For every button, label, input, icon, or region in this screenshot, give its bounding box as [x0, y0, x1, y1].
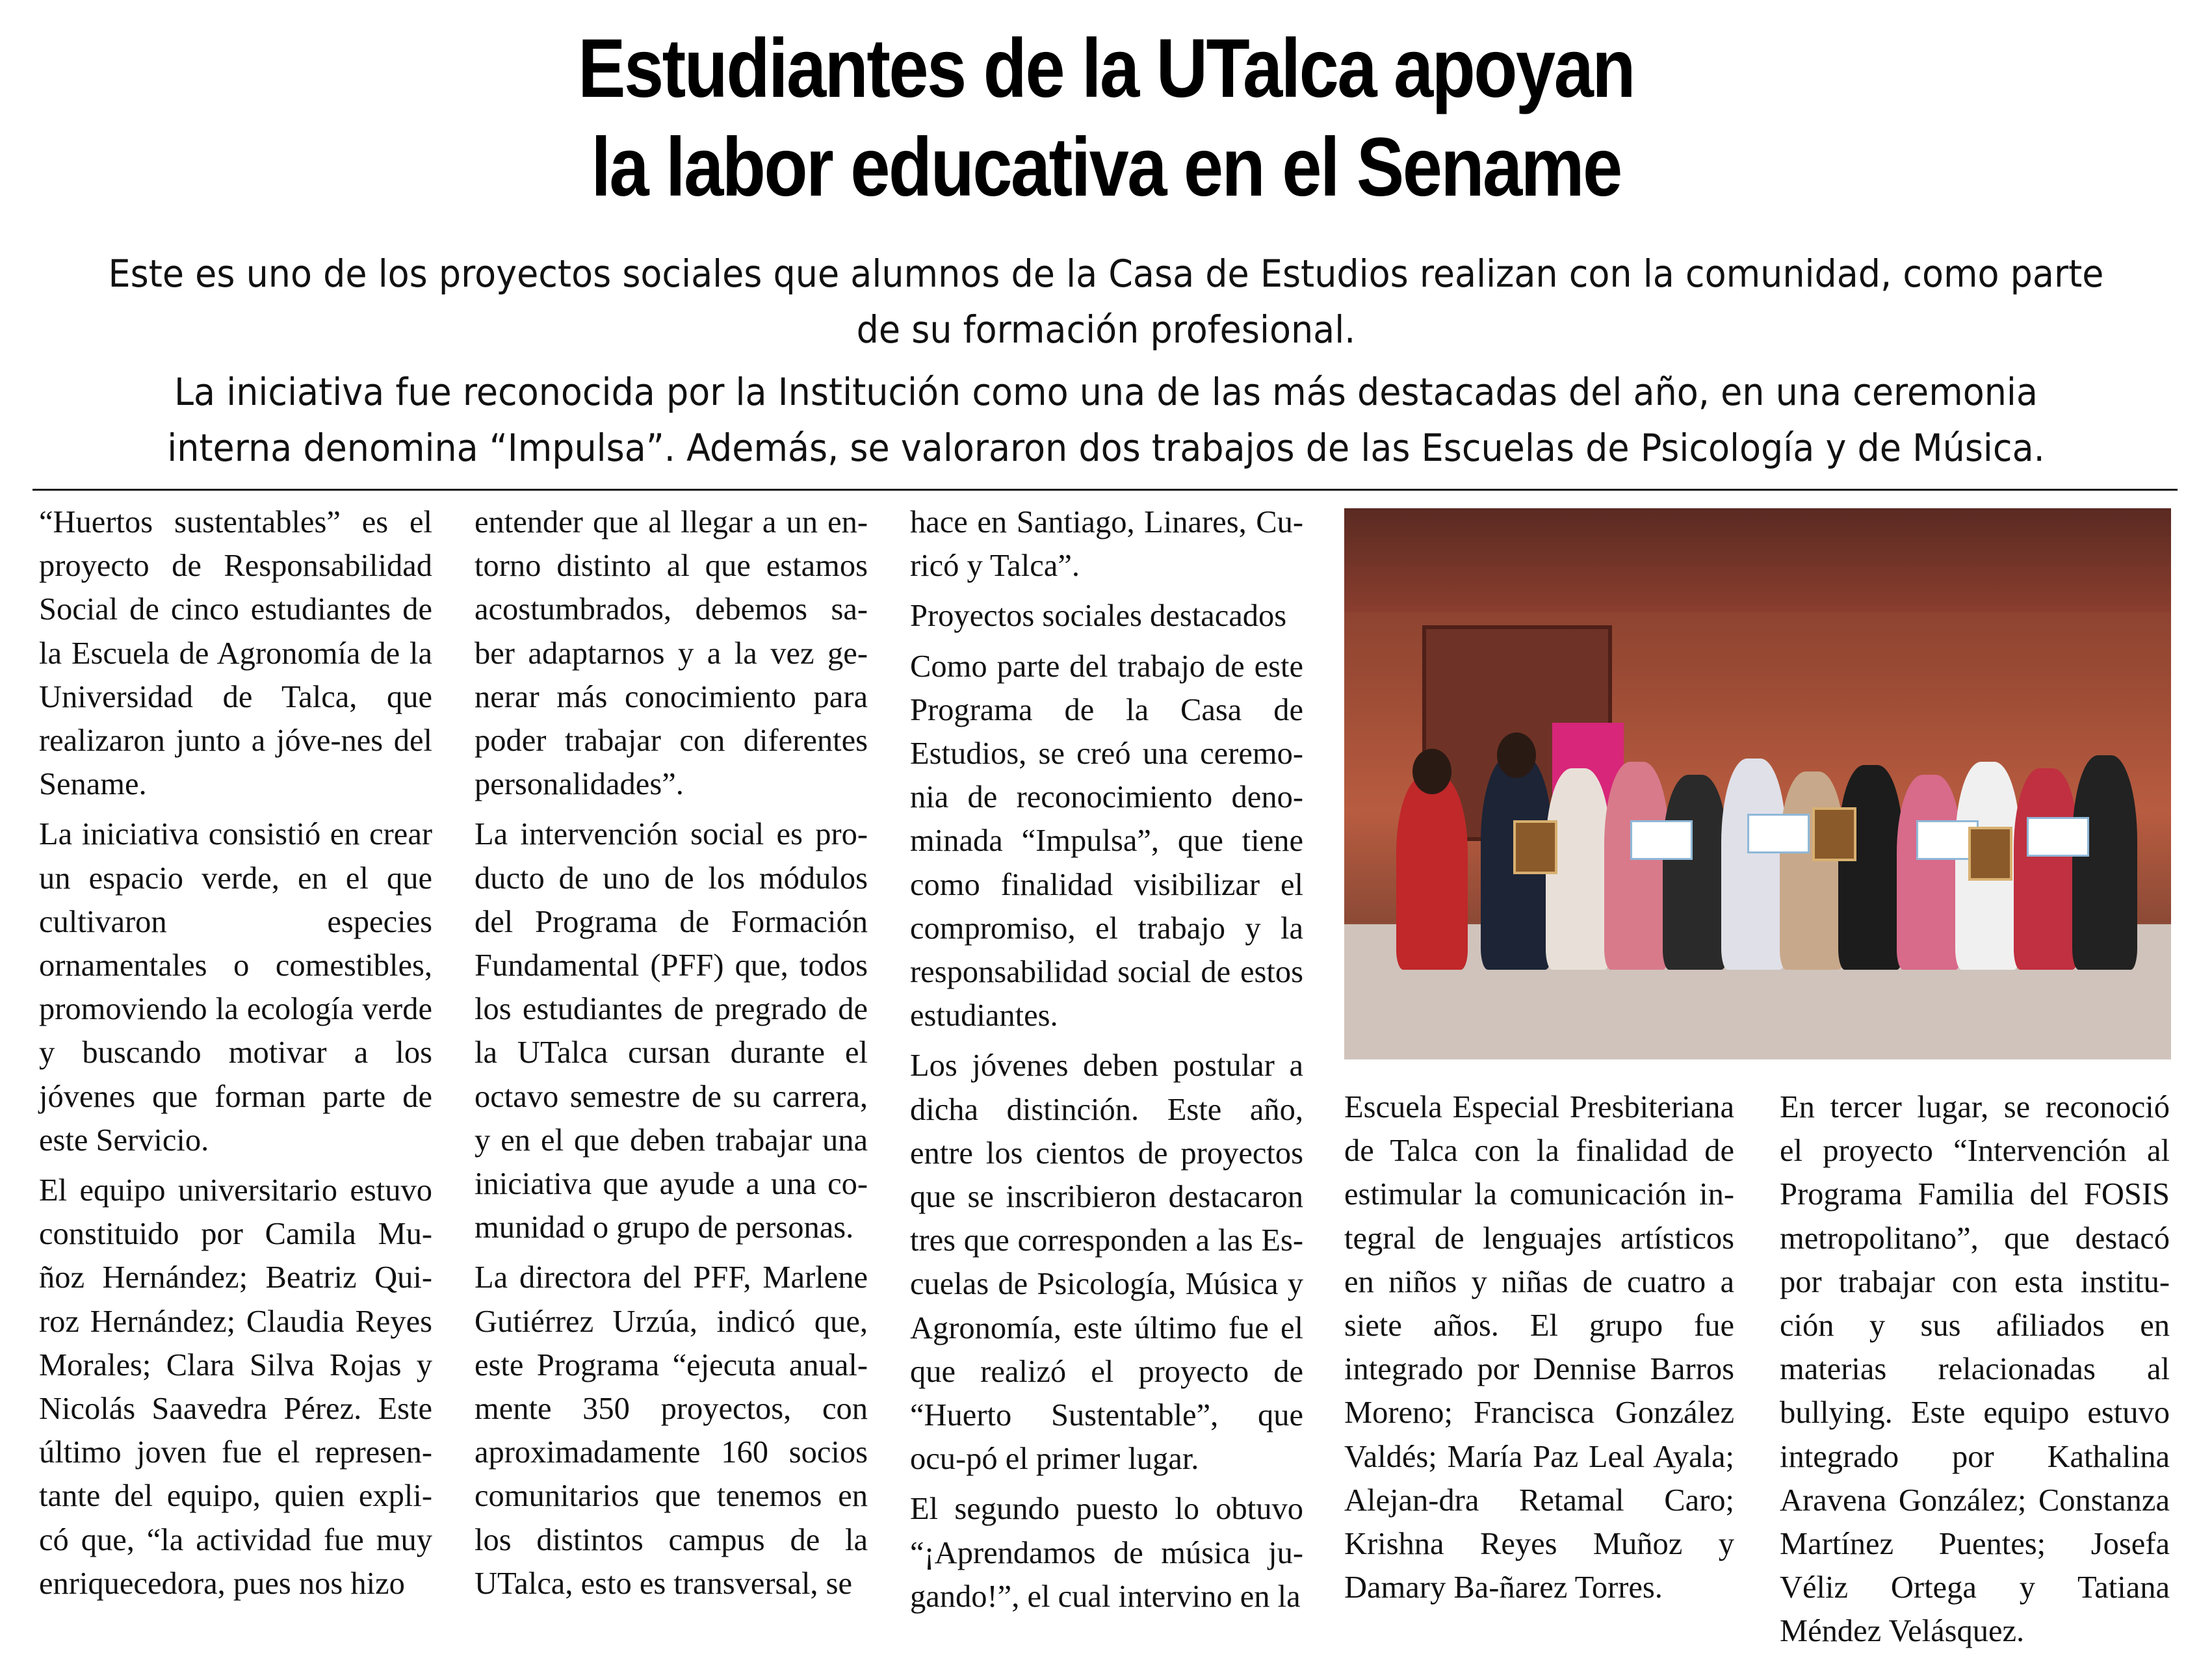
headline: [155, 19, 2057, 217]
body-paragraph: El segundo puesto lo obtuvo “¡Aprendamos de música ju-gando!”, el cual intervino en la: [910, 1492, 1303, 1614]
headline-line-2: la labor educativa en el Sename: [591, 121, 1621, 214]
body-column-1: [39, 500, 432, 1612]
body-paragraph: “Huertos sustentables” es el proyecto de Responsabilidad Social de cinco estudiantes de la Escuela de Agronomía de la Universidad de Talca, que realizaron junto a jóve-nes del Sename.: [39, 505, 432, 802]
person-figure: [1396, 775, 1468, 970]
body-paragraph: La intervención social es pro-ducto de uno de los módulos del Programa de Formación Fundamental (PFF) que, todos los estudiantes de pregrado de la UTalca cursan durante el octavo semestre de su carrera, y en el que deben trabajar una iniciativa que ayude a una co-munidad o grupo de personas.: [475, 817, 868, 1245]
section-divider: [33, 489, 2178, 491]
headline-line-1: Estudiantes de la UTalca apoyan: [578, 22, 1634, 115]
body-column-3: [910, 500, 1303, 1625]
photo-crowd: [1383, 723, 2137, 970]
diploma: [1630, 820, 1693, 860]
body-paragraph: En tercer lugar, se reconoció el proyecto “Intervención al Programa Familia del FOSIS metropolitano”, que destacó por trabajar con esta institu-ción y sus afiliados en materias relacionadas al bullying. Este equipo estuvo integrado por Kathalina Aravena González; Constanza Martínez Puentes; Josefa Véliz Ortega y Tatiana Méndez Velásquez.: [1780, 1090, 2170, 1649]
person-head: [1497, 733, 1536, 778]
body-column-2: [475, 500, 868, 1612]
body-paragraph: El equipo universitario estuvo constituido por Camila Mu-ñoz Hernández; Beatriz Qui-roz Hernández; Claudia Reyes Morales; Clara Silva Rojas y Nicolás Saavedra Pérez. Este último joven fue el represen-tante del equipo, quien expli-có que, “la actividad fue muy enriquecedora, pues nos hizo: [39, 1173, 432, 1601]
deck-paragraph-2: La iniciativa fue reconocida por la Institución como una de las más destacadas del año, en una ceremonia interna denomina “Impulsa”. Además, se valoraron dos trabajos de las Escuelas de Psicología y de Música.: [167, 370, 2045, 470]
award-plaque: [1968, 827, 2012, 881]
person-figure: [2014, 768, 2079, 970]
body-paragraph: Escuela Especial Presbiteriana de Talca con la finalidad de estimular la comunicación in-tegral de lenguajes artísticos en niños y niñas de cuatro a siete años. El grupo fue integrado por Dennise Barros Moreno; Francisca González Valdés; María Paz Leal Ayala; Alejan-dra Retamal Caro; Krishna Reyes Muñoz y Damary Ba-ñarez Torres.: [1344, 1090, 1734, 1605]
body-paragraph: La directora del PFF, Marlene Gutiérrez Urzúa, indicó que, este Programa “ejecuta anual-mente 350 proyectos, con aproximadamente 160 socios comunitarios que tenemos en los distintos campus de la UTalca, esto es transversal, se: [475, 1260, 868, 1601]
body-paragraph: Los jóvenes deben postular a dicha distinción. Este año, entre los cientos de proyectos que se inscribieron destacaron tres que corresponden a las Es-cuelas de Psicología, Música y Agronomía, este último fue el que realizó el proyecto de “Huerto Sustentable”, que ocu-pó el primer lugar.: [910, 1048, 1303, 1477]
person-figure: [1780, 772, 1845, 970]
person-head: [1412, 749, 1451, 794]
deck-paragraph-1: Este es uno de los proyectos sociales que alumnos de la Casa de Estudios realizan con la comunidad, como parte de su formación profesional.: [108, 252, 2104, 352]
diploma: [2027, 817, 2089, 857]
body-paragraph: entender que al llegar a un en-torno distinto al que estamos acostumbrados, debemos sa-ber adaptarnos y a la vez ge-nerar más conocimiento para poder trabajar con diferentes personalidades”.: [475, 505, 868, 802]
section-subhead: Proyectos sociales destacados: [910, 599, 1287, 634]
person-figure: [1604, 762, 1669, 970]
body-paragraph: hace en Santiago, Linares, Cu-ricó y Talca”.: [910, 505, 1303, 584]
ceremony-group-photo: [1344, 508, 2171, 1059]
diploma: [1747, 814, 1810, 853]
award-plaque: [1513, 820, 1557, 874]
person-figure: [1721, 759, 1786, 970]
award-plaque: [1812, 807, 1856, 861]
person-figure: [1663, 775, 1728, 970]
body-paragraph: La iniciativa consistió en crear un espacio verde, en el que cultivaron especies ornamentales o comestibles, promoviendo la ecología verde y buscando motivar a los jóvenes que forman parte de este Servicio.: [39, 817, 432, 1158]
person-figure: [1897, 775, 1962, 970]
body-column-4: [1344, 1085, 1734, 1616]
photo-ceiling: [1344, 508, 2171, 612]
body-paragraph: Como parte del trabajo de este Programa de la Casa de Estudios, se creó una ceremo-nia de reconocimiento deno-minada “Impulsa”, que tiene como finalidad visibilizar el compromiso, el trabajo y la responsabilidad social de estos estudiantes.: [910, 649, 1303, 1033]
person-figure: [2072, 755, 2137, 970]
body-column-5: [1780, 1085, 2170, 1660]
person-figure: [1838, 765, 1903, 970]
